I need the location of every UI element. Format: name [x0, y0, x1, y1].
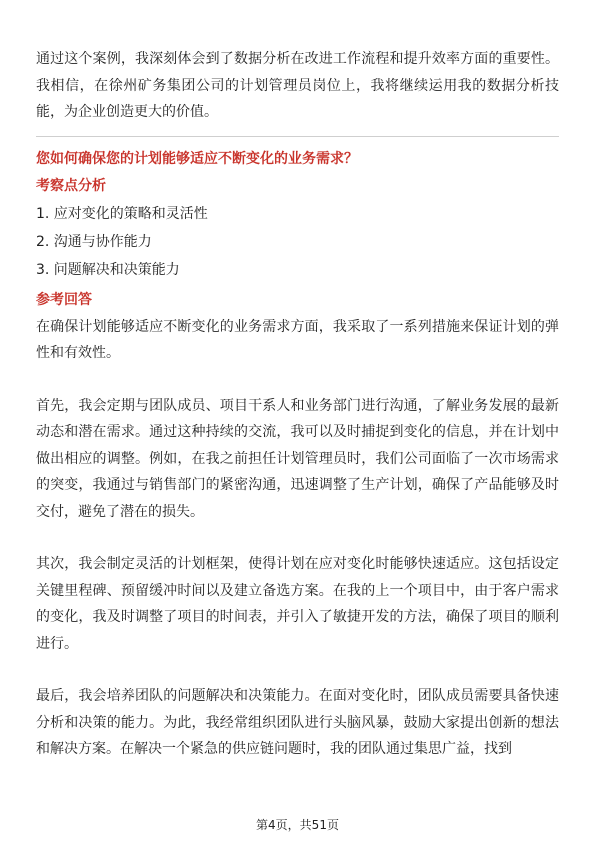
answer-paragraph: 首先，我会定期与团队成员、项目干系人和业务部门进行沟通，了解业务发展的最新动态和潜在需求。通过这种持续的交流，我可以及时捕捉到变化的信息，并在计划中做出相应的调整。例如，在我之前担任计划管理员时，我们公司面临了一次市场需求的突变，我通过与销售部门的紧密沟通，迅速调整了生产计划，确保了产品能够及时交付，避免了潜在的损失。 [36, 397, 559, 520]
intro-paragraph: 通过这个案例，我深刻体会到了数据分析在改进工作流程和提升效率方面的重要性。我相信，在徐州矿务集团公司的计划管理员岗位上，我将继续运用我的数据分析技能，为企业创造更大的价值。 [36, 51, 559, 120]
answer-paragraph: 最后，我会培养团队的问题解决和决策能力。在面对变化时，团队成员需要具备快速分析和决策的能力。为此，我经常组织团队进行头脑风暴，鼓励大家提出创新的想法和解决方案。在解决一个紧急的供应链问题时，我的团队通过集思广益，找到 [36, 688, 559, 757]
analysis-item: 1. 应对变化的策略和灵活性 [36, 205, 208, 222]
answer-paragraph: 其次，我会制定灵活的计划框架，使得计划在应对变化时能够快速适应。这包括设定关键里程碑、预留缓冲时间以及建立备选方案。在我的上一个项目中，由于客户需求的变化，我及时调整了项目的时间表，并引入了敏捷开发的方法，确保了项目的顺利进行。 [36, 556, 559, 652]
analysis-heading: 考察点分析 [36, 177, 106, 194]
document-page [36, 46, 559, 789]
answer-heading: 参考回答 [36, 291, 92, 308]
answer-paragraph: 在确保计划能够适应不断变化的业务需求方面，我采取了一系列措施来保证计划的弹性和有效性。 [36, 318, 559, 361]
analysis-item: 2. 沟通与协作能力 [36, 233, 152, 250]
page-footer: 第4页，共51页 [256, 818, 339, 832]
question-heading: 您如何确保您的计划能够适应不断变化的业务需求？ [36, 150, 358, 167]
analysis-list [36, 200, 559, 284]
section-divider [36, 136, 559, 137]
analysis-item: 3. 问题解决和决策能力 [36, 261, 180, 278]
